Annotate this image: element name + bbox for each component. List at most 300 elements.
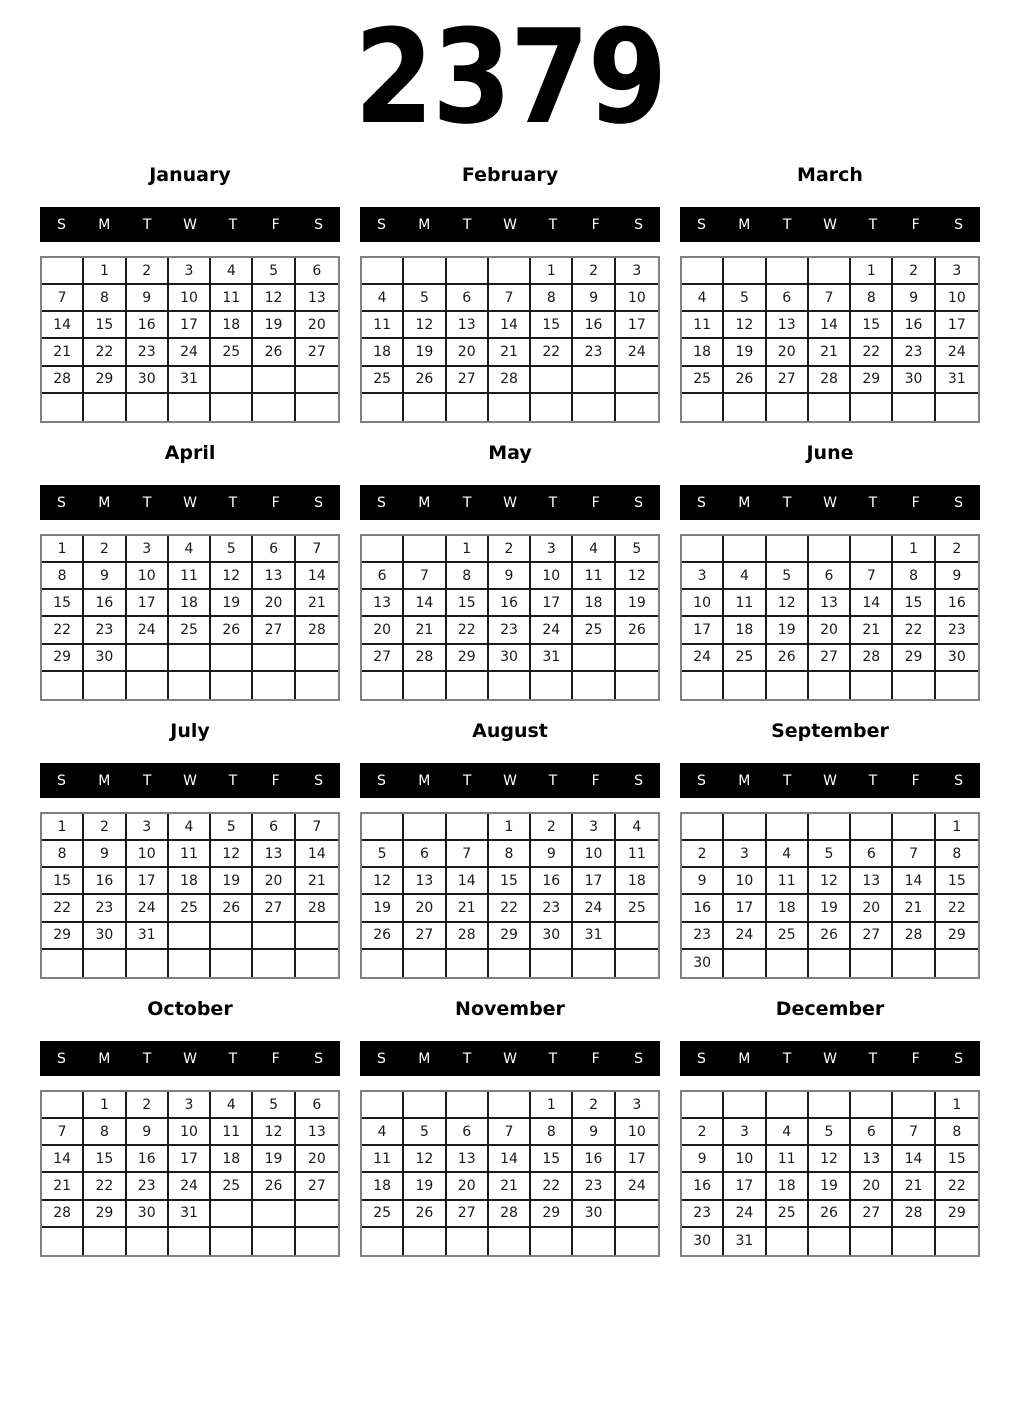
day-cell-empty xyxy=(616,1228,658,1255)
day-cell: 6 xyxy=(296,258,338,285)
day-cell: 7 xyxy=(42,285,84,312)
day-cell-empty xyxy=(489,258,531,285)
day-cell: 24 xyxy=(682,645,724,672)
weekday-label: S xyxy=(634,494,644,511)
month-april xyxy=(40,438,340,701)
day-cell: 20 xyxy=(253,590,295,617)
weekday-header-row xyxy=(680,485,980,520)
day-cell: 21 xyxy=(851,617,893,644)
day-cell: 12 xyxy=(211,563,253,590)
day-cell: 10 xyxy=(169,1119,211,1146)
day-cell-empty xyxy=(616,645,658,672)
day-cell: 5 xyxy=(724,285,766,312)
day-cell: 25 xyxy=(169,617,211,644)
day-cell-empty xyxy=(682,394,724,421)
day-cell-empty xyxy=(724,1092,766,1119)
day-cell-empty xyxy=(616,950,658,977)
day-cell: 21 xyxy=(489,1173,531,1200)
day-cell: 24 xyxy=(127,895,169,922)
weekday-label: F xyxy=(591,772,600,789)
day-cell: 18 xyxy=(362,339,404,366)
month-january xyxy=(40,160,340,423)
year-title xyxy=(0,1,1020,153)
day-cell-empty xyxy=(531,672,573,699)
day-cell: 20 xyxy=(362,617,404,644)
day-cell: 7 xyxy=(42,1119,84,1146)
day-cell-empty xyxy=(362,1092,404,1119)
day-cell: 18 xyxy=(573,590,615,617)
weekday-label: S xyxy=(954,1050,964,1067)
day-cell-empty xyxy=(573,672,615,699)
day-cell: 24 xyxy=(127,617,169,644)
day-cell-empty xyxy=(767,536,809,563)
day-cell: 23 xyxy=(893,339,935,366)
day-cell: 2 xyxy=(573,1092,615,1119)
day-cell: 26 xyxy=(211,617,253,644)
day-cell: 29 xyxy=(42,645,84,672)
day-cell: 30 xyxy=(489,645,531,672)
day-cell: 22 xyxy=(42,895,84,922)
day-cell: 20 xyxy=(851,895,893,922)
day-cell: 31 xyxy=(169,367,211,394)
day-cell-empty xyxy=(893,814,935,841)
day-cell: 1 xyxy=(489,814,531,841)
weekday-label: W xyxy=(183,772,197,789)
month-day-grid xyxy=(680,534,980,701)
day-cell-empty xyxy=(84,950,126,977)
day-cell: 26 xyxy=(404,367,446,394)
day-cell: 31 xyxy=(169,1201,211,1228)
weekday-label: S xyxy=(634,1050,644,1067)
day-cell: 23 xyxy=(531,895,573,922)
day-cell: 21 xyxy=(296,868,338,895)
day-cell: 28 xyxy=(893,1201,935,1228)
day-cell-empty xyxy=(724,814,766,841)
day-cell: 25 xyxy=(211,1173,253,1200)
month-november xyxy=(360,994,660,1257)
weekday-label: T xyxy=(228,1050,238,1067)
weekday-label: T xyxy=(228,216,238,233)
day-cell: 14 xyxy=(851,590,893,617)
day-cell: 15 xyxy=(936,868,978,895)
day-cell: 14 xyxy=(296,841,338,868)
month-day-grid xyxy=(360,534,660,701)
day-cell: 2 xyxy=(682,1119,724,1146)
day-cell-empty xyxy=(296,645,338,672)
day-cell: 18 xyxy=(169,590,211,617)
day-cell: 26 xyxy=(724,367,766,394)
day-cell: 3 xyxy=(616,1092,658,1119)
day-cell: 25 xyxy=(362,1201,404,1228)
day-cell: 13 xyxy=(253,841,295,868)
month-day-grid xyxy=(360,256,660,423)
day-cell: 2 xyxy=(682,841,724,868)
weekday-label: T xyxy=(782,1050,792,1067)
day-cell-empty xyxy=(724,672,766,699)
day-cell-empty xyxy=(851,536,893,563)
weekday-label: S xyxy=(56,1050,66,1067)
day-cell: 19 xyxy=(724,339,766,366)
weekday-label: F xyxy=(591,494,600,511)
day-cell-empty xyxy=(404,258,446,285)
day-cell: 15 xyxy=(531,1146,573,1173)
day-cell: 8 xyxy=(936,841,978,868)
day-cell: 1 xyxy=(531,258,573,285)
day-cell-empty xyxy=(851,1092,893,1119)
day-cell: 4 xyxy=(211,1092,253,1119)
day-cell: 9 xyxy=(84,841,126,868)
weekday-label: W xyxy=(183,494,197,511)
day-cell: 5 xyxy=(404,285,446,312)
day-cell-empty xyxy=(404,536,446,563)
day-cell: 11 xyxy=(211,1119,253,1146)
day-cell-empty xyxy=(531,1228,573,1255)
weekday-label: T xyxy=(782,216,792,233)
month-title: January xyxy=(149,164,231,186)
day-cell: 19 xyxy=(616,590,658,617)
day-cell-empty xyxy=(211,1201,253,1228)
weekday-header-row xyxy=(360,207,660,242)
day-cell-empty xyxy=(767,950,809,977)
day-cell: 11 xyxy=(211,285,253,312)
day-cell: 5 xyxy=(211,814,253,841)
day-cell: 12 xyxy=(253,1119,295,1146)
weekday-label: S xyxy=(56,772,66,789)
day-cell: 7 xyxy=(809,285,851,312)
day-cell: 10 xyxy=(531,563,573,590)
day-cell-empty xyxy=(489,1228,531,1255)
weekday-label: T xyxy=(462,494,472,511)
day-cell-empty xyxy=(809,536,851,563)
day-cell: 16 xyxy=(84,868,126,895)
day-cell: 26 xyxy=(809,923,851,950)
day-cell-empty xyxy=(42,1228,84,1255)
day-cell: 12 xyxy=(724,312,766,339)
day-cell: 31 xyxy=(531,645,573,672)
day-cell-empty xyxy=(211,923,253,950)
day-cell: 16 xyxy=(127,1146,169,1173)
day-cell: 13 xyxy=(809,590,851,617)
month-title: June xyxy=(806,442,854,464)
month-title: July xyxy=(170,720,210,742)
day-cell: 13 xyxy=(296,285,338,312)
day-cell: 10 xyxy=(573,841,615,868)
weekday-label: M xyxy=(738,772,751,789)
day-cell: 11 xyxy=(362,312,404,339)
weekday-label: W xyxy=(503,494,517,511)
year-text: 2379 xyxy=(354,1,666,153)
day-cell: 17 xyxy=(682,617,724,644)
day-cell: 8 xyxy=(84,285,126,312)
day-cell-empty xyxy=(253,672,295,699)
day-cell: 3 xyxy=(616,258,658,285)
day-cell: 24 xyxy=(936,339,978,366)
day-cell-empty xyxy=(362,536,404,563)
weekday-label: T xyxy=(548,1050,558,1067)
month-title: March xyxy=(797,164,863,186)
day-cell-empty xyxy=(42,1092,84,1119)
day-cell: 13 xyxy=(447,312,489,339)
day-cell-empty xyxy=(169,950,211,977)
day-cell-empty xyxy=(682,814,724,841)
day-cell: 10 xyxy=(616,1119,658,1146)
day-cell-empty xyxy=(253,923,295,950)
weekday-label: M xyxy=(98,494,111,511)
day-cell: 15 xyxy=(42,590,84,617)
day-cell: 16 xyxy=(84,590,126,617)
day-cell: 22 xyxy=(936,1173,978,1200)
weekday-label: W xyxy=(823,772,837,789)
day-cell: 30 xyxy=(936,645,978,672)
day-cell: 26 xyxy=(253,339,295,366)
day-cell: 24 xyxy=(724,923,766,950)
day-cell: 23 xyxy=(936,617,978,644)
day-cell: 25 xyxy=(573,617,615,644)
day-cell-empty xyxy=(682,1092,724,1119)
day-cell: 12 xyxy=(253,285,295,312)
weekday-label: W xyxy=(823,494,837,511)
day-cell-empty xyxy=(682,536,724,563)
day-cell: 28 xyxy=(42,1201,84,1228)
weekday-label: S xyxy=(376,772,386,789)
day-cell-empty xyxy=(404,1228,446,1255)
day-cell: 23 xyxy=(127,1173,169,1200)
day-cell: 17 xyxy=(169,1146,211,1173)
day-cell-empty xyxy=(42,672,84,699)
day-cell: 30 xyxy=(84,645,126,672)
day-cell: 29 xyxy=(936,1201,978,1228)
month-day-grid xyxy=(40,1090,340,1257)
day-cell: 18 xyxy=(682,339,724,366)
weekday-label: M xyxy=(738,1050,751,1067)
day-cell-empty xyxy=(447,1092,489,1119)
day-cell: 12 xyxy=(809,1146,851,1173)
day-cell-empty xyxy=(893,1092,935,1119)
day-cell-empty xyxy=(809,258,851,285)
day-cell: 16 xyxy=(936,590,978,617)
day-cell: 3 xyxy=(682,563,724,590)
weekday-header-row xyxy=(40,1041,340,1076)
day-cell: 23 xyxy=(84,895,126,922)
day-cell: 12 xyxy=(362,868,404,895)
day-cell: 11 xyxy=(169,841,211,868)
day-cell: 14 xyxy=(404,590,446,617)
weekday-label: M xyxy=(738,494,751,511)
day-cell-empty xyxy=(447,672,489,699)
day-cell: 29 xyxy=(893,645,935,672)
day-cell: 26 xyxy=(211,895,253,922)
day-cell: 1 xyxy=(84,258,126,285)
day-cell: 1 xyxy=(84,1092,126,1119)
weekday-label: T xyxy=(548,772,558,789)
weekday-label: T xyxy=(142,494,152,511)
day-cell: 5 xyxy=(767,563,809,590)
day-cell: 4 xyxy=(616,814,658,841)
day-cell-empty xyxy=(211,394,253,421)
day-cell-empty xyxy=(42,258,84,285)
day-cell: 12 xyxy=(404,1146,446,1173)
day-cell: 15 xyxy=(84,1146,126,1173)
day-cell: 30 xyxy=(893,367,935,394)
day-cell-empty xyxy=(127,645,169,672)
day-cell-empty xyxy=(296,1228,338,1255)
day-cell-empty xyxy=(169,394,211,421)
day-cell: 7 xyxy=(489,285,531,312)
day-cell: 6 xyxy=(404,841,446,868)
day-cell: 8 xyxy=(893,563,935,590)
day-cell: 19 xyxy=(211,590,253,617)
day-cell-empty xyxy=(573,645,615,672)
weekday-label: T xyxy=(782,494,792,511)
day-cell-empty xyxy=(447,1228,489,1255)
day-cell: 6 xyxy=(447,1119,489,1146)
day-cell-empty xyxy=(724,258,766,285)
day-cell-empty xyxy=(42,394,84,421)
month-june xyxy=(680,438,980,701)
day-cell: 2 xyxy=(84,814,126,841)
day-cell: 3 xyxy=(724,1119,766,1146)
day-cell: 1 xyxy=(42,536,84,563)
day-cell: 3 xyxy=(169,258,211,285)
day-cell: 8 xyxy=(447,563,489,590)
weekday-label: S xyxy=(314,1050,324,1067)
day-cell: 18 xyxy=(767,1173,809,1200)
weekday-label: T xyxy=(868,216,878,233)
day-cell-empty xyxy=(682,672,724,699)
day-cell-empty xyxy=(851,814,893,841)
day-cell: 18 xyxy=(724,617,766,644)
day-cell-empty xyxy=(253,394,295,421)
day-cell: 25 xyxy=(169,895,211,922)
day-cell: 20 xyxy=(253,868,295,895)
day-cell: 15 xyxy=(893,590,935,617)
day-cell: 17 xyxy=(531,590,573,617)
day-cell-empty xyxy=(531,394,573,421)
weekday-label: S xyxy=(56,216,66,233)
day-cell: 5 xyxy=(616,536,658,563)
day-cell: 24 xyxy=(616,1173,658,1200)
weekday-label: F xyxy=(271,494,280,511)
day-cell: 3 xyxy=(724,841,766,868)
day-cell-empty xyxy=(127,672,169,699)
day-cell: 18 xyxy=(767,895,809,922)
day-cell-empty xyxy=(296,367,338,394)
day-cell-empty xyxy=(767,394,809,421)
day-cell: 10 xyxy=(616,285,658,312)
month-february xyxy=(360,160,660,423)
day-cell-empty xyxy=(809,672,851,699)
day-cell-empty xyxy=(936,394,978,421)
day-cell-empty xyxy=(724,394,766,421)
day-cell: 9 xyxy=(531,841,573,868)
day-cell: 23 xyxy=(489,617,531,644)
day-cell-empty xyxy=(253,367,295,394)
weekday-label: T xyxy=(142,772,152,789)
weekday-label: S xyxy=(56,494,66,511)
day-cell-empty xyxy=(767,814,809,841)
day-cell-empty xyxy=(362,950,404,977)
weekday-header-row xyxy=(40,485,340,520)
weekday-label: F xyxy=(911,216,920,233)
day-cell-empty xyxy=(724,536,766,563)
day-cell: 4 xyxy=(767,841,809,868)
day-cell: 20 xyxy=(809,617,851,644)
day-cell-empty xyxy=(296,672,338,699)
weekday-label: S xyxy=(314,772,324,789)
weekday-label: S xyxy=(376,494,386,511)
day-cell: 23 xyxy=(84,617,126,644)
month-title: May xyxy=(488,442,532,464)
month-title: September xyxy=(771,720,889,742)
day-cell: 11 xyxy=(767,1146,809,1173)
day-cell: 27 xyxy=(362,645,404,672)
day-cell: 24 xyxy=(169,339,211,366)
day-cell-empty xyxy=(936,950,978,977)
day-cell: 23 xyxy=(573,339,615,366)
weekday-label: S xyxy=(696,1050,706,1067)
weekday-label: F xyxy=(271,772,280,789)
day-cell: 19 xyxy=(253,1146,295,1173)
day-cell-empty xyxy=(682,258,724,285)
day-cell-empty xyxy=(893,394,935,421)
day-cell: 16 xyxy=(893,312,935,339)
day-cell: 4 xyxy=(169,536,211,563)
day-cell: 22 xyxy=(42,617,84,644)
weekday-label: T xyxy=(142,216,152,233)
weekday-label: M xyxy=(418,494,431,511)
day-cell-empty xyxy=(767,672,809,699)
day-cell: 27 xyxy=(296,1173,338,1200)
day-cell: 8 xyxy=(42,563,84,590)
day-cell: 21 xyxy=(809,339,851,366)
day-cell: 9 xyxy=(573,285,615,312)
day-cell: 20 xyxy=(447,339,489,366)
day-cell: 7 xyxy=(893,1119,935,1146)
month-august xyxy=(360,716,660,979)
weekday-label: T xyxy=(782,772,792,789)
day-cell: 2 xyxy=(573,258,615,285)
day-cell: 1 xyxy=(851,258,893,285)
day-cell: 13 xyxy=(851,1146,893,1173)
weekday-label: W xyxy=(503,772,517,789)
day-cell: 16 xyxy=(531,868,573,895)
day-cell: 10 xyxy=(682,590,724,617)
day-cell: 27 xyxy=(253,895,295,922)
day-cell: 11 xyxy=(169,563,211,590)
weekday-header-row xyxy=(680,1041,980,1076)
day-cell-empty xyxy=(573,950,615,977)
day-cell-empty xyxy=(851,950,893,977)
day-cell: 28 xyxy=(42,367,84,394)
day-cell: 29 xyxy=(936,923,978,950)
day-cell: 26 xyxy=(253,1173,295,1200)
day-cell: 28 xyxy=(296,895,338,922)
day-cell: 6 xyxy=(362,563,404,590)
day-cell-empty xyxy=(936,1228,978,1255)
day-cell: 19 xyxy=(809,895,851,922)
day-cell: 28 xyxy=(489,1201,531,1228)
day-cell: 21 xyxy=(893,895,935,922)
day-cell-empty xyxy=(127,394,169,421)
day-cell: 10 xyxy=(127,563,169,590)
day-cell: 24 xyxy=(531,617,573,644)
day-cell: 3 xyxy=(573,814,615,841)
month-title: February xyxy=(461,164,559,186)
day-cell: 14 xyxy=(447,868,489,895)
day-cell: 5 xyxy=(253,1092,295,1119)
day-cell: 25 xyxy=(211,339,253,366)
weekday-label: S xyxy=(954,772,964,789)
